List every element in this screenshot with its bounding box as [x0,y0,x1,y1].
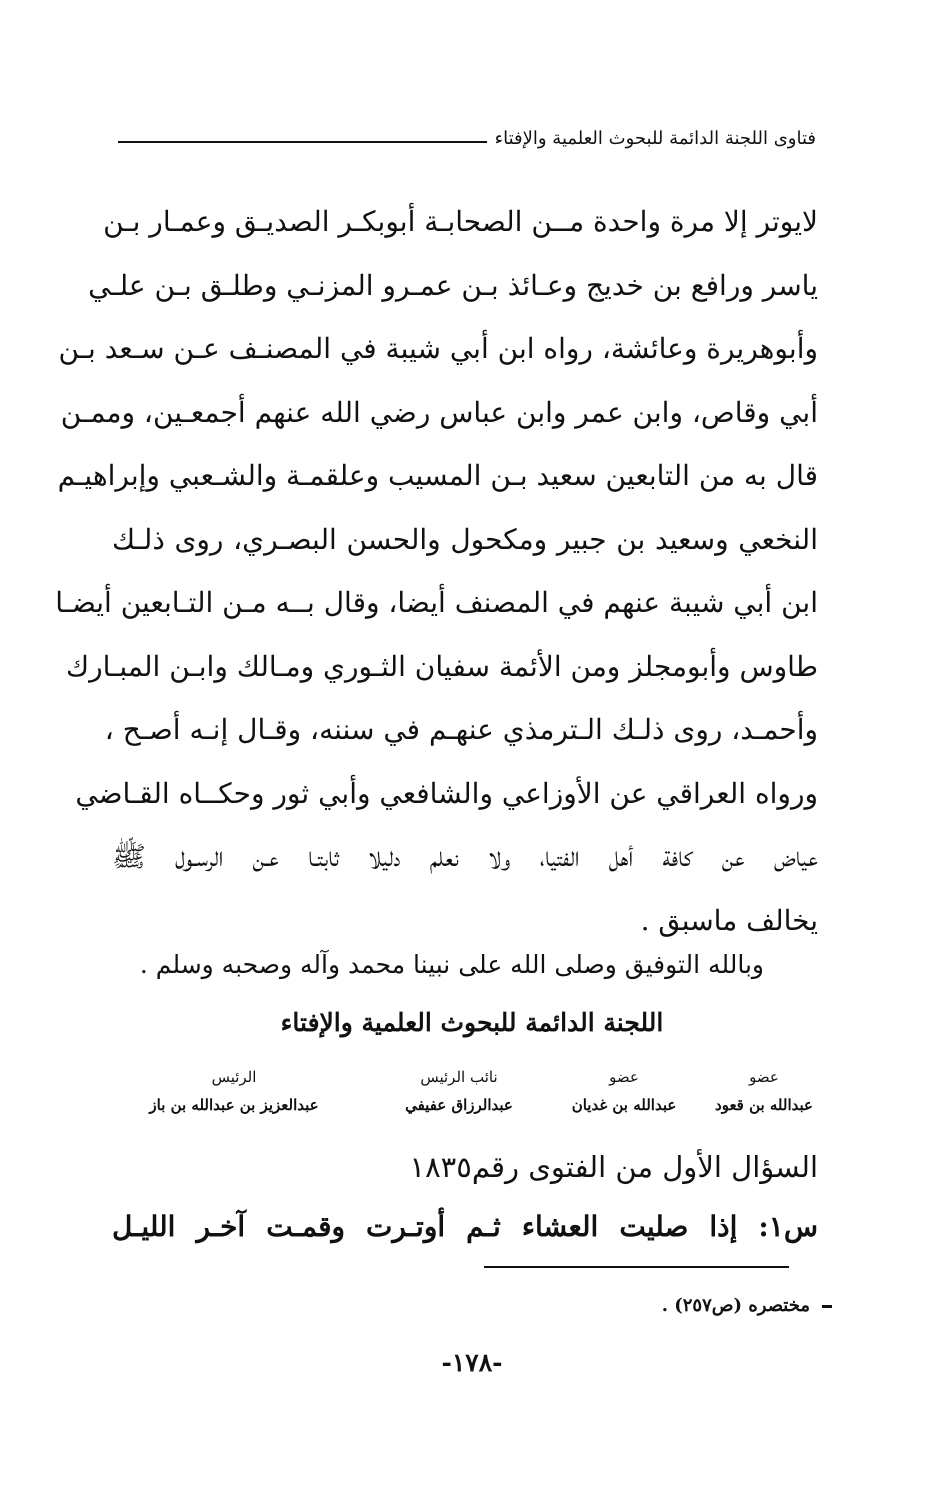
member-role: عضو [749,1068,779,1086]
footnote [662,1295,832,1316]
member-role: الرئيس [211,1068,257,1086]
running-header [118,128,816,149]
body-line: وأحمـد، روى ذلـك الـترمذي عنهـم في سننه، وقـال إنـه أصـح ، [104,713,818,746]
body-line: قال به من التابعين سعيد بـن المسيب وعلقمـة والشـعبي وإبراهيـم [57,459,818,492]
member-name: عبدالرزاق عفيفي [405,1096,513,1114]
member-signature [704,1064,824,1120]
member-signature [384,1064,534,1120]
member-name: عبدالله بن قعود [715,1096,813,1114]
body-line: لايوتر إلا مرة واحدة مــن الصحابـة أبوبكـر الصديـق وعمـار بـن [103,205,818,238]
body-line: يخالف ماسبق . [640,903,818,937]
body-line: أبي وقاص، وابن عمر وابن عباس رضي الله عنهم أجمعـين، وممـن [60,395,818,429]
committee-members [114,1064,824,1124]
footnote-text: مختصره (ص٢٥٧) . [661,1295,810,1316]
question-text: س١: إذا صليت العشاء ثـم أوتـرت وقمـت آخـر الليـل [112,1210,818,1243]
question-heading: السؤال الأول من الفتوى رقم١٨٣٥ [409,1150,818,1184]
fatwa-body [55,190,818,952]
page-number: -١٧٨- [441,1348,503,1377]
footnote-rule [484,1266,789,1268]
body-line: وأبوهريرة وعائشة، رواه ابن أبي شيبة في المصنـف عـن سـعد بـن [58,332,818,365]
member-role: نائب الرئيس [420,1068,498,1086]
body-line: النخعي وسعيد بن جبير ومكحول والحسن البصـري، روى ذلـك [112,522,818,556]
body-line: عياض عن كافة أهل الفتيا، ولا نعلم دليلا ثابتـا عـن الرسـول ﷺ [112,840,818,873]
header-title: فتاوى اللجنة الدائمة للبحوث العلمية والإفتاء [494,128,816,149]
body-line: ياسر ورافع بن خديج وعـائذ بـن عمـرو المزنـي وطلـق بـن علـي [88,268,818,302]
body-line: ابن أبي شيبة عنهم في المصنف أيضا، وقال بــه مـن التـابعين أيضـا [55,586,818,619]
footnote-marker [822,1305,832,1308]
member-signature [564,1064,684,1120]
member-signature [114,1064,354,1120]
member-role: عضو [609,1068,639,1086]
member-name: عبدالعزيز بن عبدالله بن باز [149,1096,319,1114]
body-line: ورواه العراقي عن الأوزاعي والشافعي وأبي ثور وحكــاه القـاضي [75,776,818,810]
member-name: عبدالله بن غديان [571,1096,677,1114]
body-line: طاوس وأبومجلز ومن الأئمة سفيان الثـوري ومـالك وابـن المبـارك [66,649,818,683]
committee-title: اللجنة الدائمة للبحوث العلمية والإفتاء [280,1008,664,1037]
header-rule [118,141,487,143]
closing-prayer: وبالله التوفيق وصلى الله على نبينا محمد وآله وصحبه وسلم . [139,950,764,979]
